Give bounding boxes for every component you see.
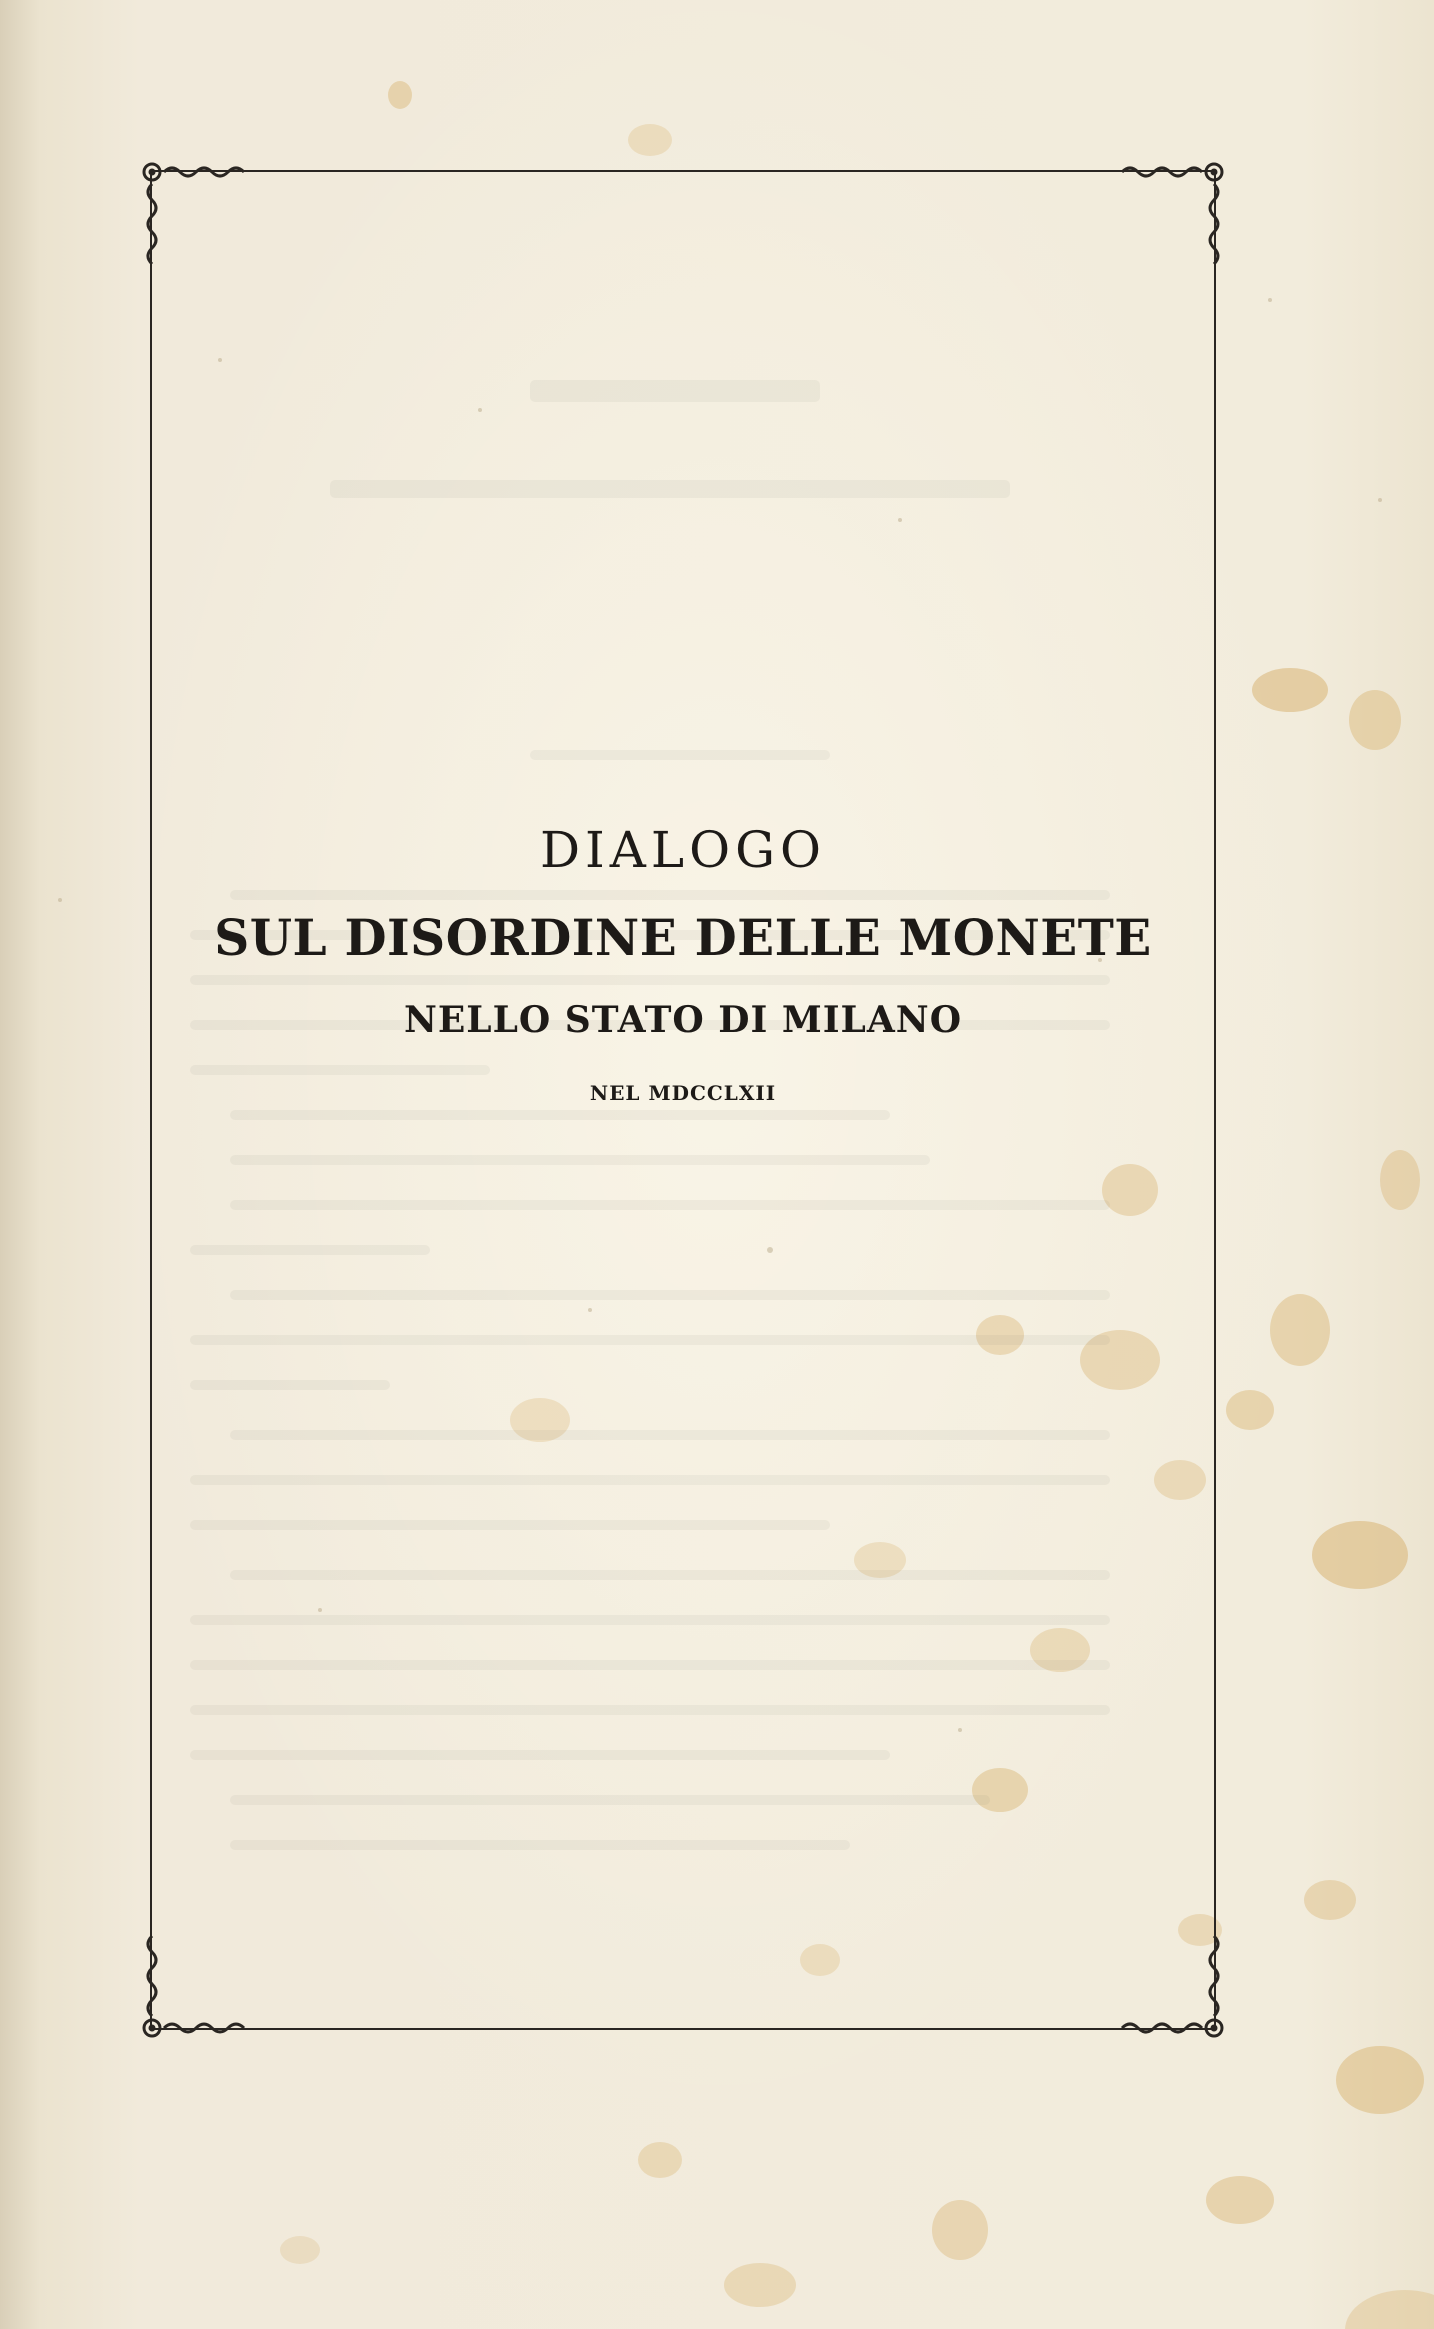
corner-ornament-top-left xyxy=(144,164,244,264)
corner-ornament-top-right xyxy=(1122,164,1222,264)
corner-ornament-bottom-right xyxy=(1122,1936,1222,2036)
year-line: NEL MDCCLXII xyxy=(589,1081,777,1105)
title-block xyxy=(150,820,1216,1106)
corner-ornament-bottom-left xyxy=(144,1936,244,2036)
main-title: DIALOGO xyxy=(539,821,827,879)
subtitle: SUL DISORDINE DELLE MONETE xyxy=(214,908,1152,967)
place-line: NELLO STATO DI MILANO xyxy=(403,999,963,1041)
